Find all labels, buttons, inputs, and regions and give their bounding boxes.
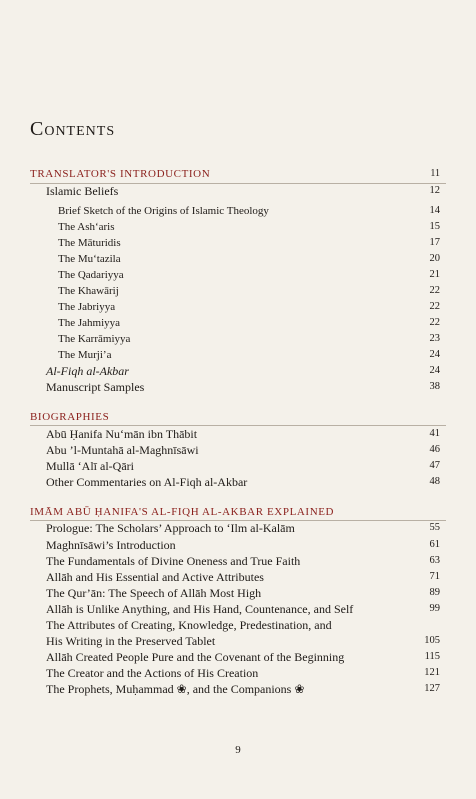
- toc-entry[interactable]: [0, 283, 476, 299]
- toc-entry-page: 21: [429, 269, 440, 280]
- toc-entry-page: 22: [429, 285, 440, 296]
- toc-entry-page: 15: [429, 221, 440, 232]
- toc-entry[interactable]: [0, 183, 476, 199]
- toc-entry-page: 71: [429, 571, 440, 582]
- section-title-al-fiqh-explained[interactable]: [30, 506, 446, 518]
- toc-entry[interactable]: [0, 315, 476, 331]
- toc-entry[interactable]: [0, 665, 476, 681]
- toc-entry[interactable]: [0, 537, 476, 553]
- toc-entry-label: The Jabriyya: [58, 301, 116, 313]
- toc-entry-label: Other Commentaries on Al-Fiqh al-Akbar: [46, 475, 248, 489]
- toc-entry-label: Mullā ‘Alī al-Qāri: [46, 459, 134, 473]
- toc-entry-page: 22: [429, 301, 440, 312]
- toc-entry-page: 89: [429, 587, 440, 598]
- section-title-text: BIOGRAPHIES: [30, 411, 110, 423]
- toc-entry-page: 115: [424, 651, 440, 662]
- toc-entry[interactable]: [0, 442, 476, 458]
- section-title-text: IMĀM ABŪ ḤANIFA'S AL-FIQH AL-AKBAR EXPLAINED: [30, 506, 335, 518]
- toc-entry-label: Al-Fiqh al-Akbar: [46, 364, 129, 378]
- toc-entry-label: The Jahmiyya: [58, 317, 121, 329]
- toc-entry-page: 23: [429, 333, 440, 344]
- section-title-translators-introduction[interactable]: [30, 168, 446, 180]
- toc-entry-page: 55: [429, 522, 440, 533]
- toc-entry-label: The Māturidis: [58, 237, 121, 249]
- toc-entry-page: 12: [429, 185, 440, 196]
- contents-heading: Contents: [30, 118, 116, 140]
- toc-entry-label: The Mu‘tazila: [58, 253, 121, 265]
- toc-entry-label: Allāh is Unlike Anything, and His Hand, Countenance, and Self: [46, 602, 354, 616]
- toc-entry-label: Manuscript Samples: [46, 380, 145, 394]
- toc-entry-page: 61: [429, 539, 440, 550]
- toc-entry-label: His Writing in the Preserved Tablet: [46, 634, 216, 648]
- page-number: 9: [235, 744, 241, 756]
- toc-entry-page: 20: [429, 253, 440, 264]
- toc-entry[interactable]: [0, 331, 476, 347]
- toc-entry-page: 48: [429, 476, 440, 487]
- toc-entry[interactable]: [0, 251, 476, 267]
- toc-entry[interactable]: [0, 379, 476, 395]
- toc-entry-page: 47: [429, 460, 440, 471]
- toc-entry-label: The Creator and the Actions of His Creation: [46, 666, 259, 680]
- toc-entry-label: Allāh Created People Pure and the Covenant of the Beginning: [46, 650, 345, 664]
- toc-entry-page: 121: [424, 667, 440, 678]
- toc-entry-label: Brief Sketch of the Origins of Islamic Theology: [58, 205, 269, 217]
- toc-entry[interactable]: [0, 520, 476, 536]
- toc-entry[interactable]: [0, 649, 476, 665]
- toc-entry-label: The Khawārij: [58, 285, 119, 297]
- toc-entry-page: 24: [429, 365, 440, 376]
- toc-entry[interactable]: [0, 363, 476, 379]
- toc-entry[interactable]: [0, 569, 476, 585]
- toc-entry-label: Islamic Beliefs: [46, 184, 119, 198]
- toc-entry[interactable]: [0, 601, 476, 617]
- toc-entry[interactable]: [0, 458, 476, 474]
- toc-entry[interactable]: [0, 299, 476, 315]
- toc-entry[interactable]: [0, 426, 476, 442]
- toc-entry[interactable]: [0, 219, 476, 235]
- toc-entry-label: Allāh and His Essential and Active Attributes: [46, 570, 264, 584]
- toc-entry-page: 105: [424, 635, 440, 646]
- toc-entry[interactable]: [0, 617, 476, 633]
- toc-entry[interactable]: [0, 267, 476, 283]
- toc-entry-label: The Fundamentals of Divine Oneness and True Faith: [46, 554, 301, 568]
- toc-entry-label: The Prophets, Muḥammad ❀, and the Companions ❀: [46, 682, 305, 696]
- toc-entry-page: 14: [429, 205, 440, 216]
- toc-entry[interactable]: [0, 633, 476, 649]
- toc-entry[interactable]: [0, 553, 476, 569]
- toc-entry-page: 63: [429, 555, 440, 566]
- toc-entry-page: 127: [424, 683, 440, 694]
- section-title-biographies[interactable]: [30, 411, 446, 423]
- toc-entry-label: The Qadariyya: [58, 269, 124, 281]
- toc-entry-label: Maghnīsāwi’s Introduction: [46, 538, 176, 552]
- toc-entry-page: 38: [429, 381, 440, 392]
- toc-entry-page: 99: [429, 603, 440, 614]
- toc-entry-page: 22: [429, 317, 440, 328]
- toc-entry-page: 24: [429, 349, 440, 360]
- toc-entry-page: 46: [429, 444, 440, 455]
- toc-entry-label: The Karrāmiyya: [58, 333, 131, 345]
- toc-entry-page: 41: [429, 428, 440, 439]
- toc-entry[interactable]: [0, 203, 476, 219]
- toc-entry-label: Abū Ḥanifa Nu‘mān ibn Thābit: [46, 427, 198, 441]
- section-page: 11: [430, 168, 440, 179]
- toc-entry-label: The Ash‘aris: [58, 221, 115, 233]
- toc-entry-label: The Attributes of Creating, Knowledge, Predestination, and: [46, 618, 332, 632]
- toc-entry-page: 17: [429, 237, 440, 248]
- toc-entry-label: The Qur’ān: The Speech of Allāh Most High: [46, 586, 262, 600]
- toc-entry[interactable]: [0, 235, 476, 251]
- toc-entry[interactable]: [0, 585, 476, 601]
- toc-entry-label: Prologue: The Scholars’ Approach to ‘Ilm al-Kalām: [46, 521, 295, 535]
- toc-entry-label: The Murji’a: [58, 349, 112, 361]
- toc-entry-label: Abu ’l-Muntahā al-Maghnīsāwi: [46, 443, 199, 457]
- section-title-text: TRANSLATOR'S INTRODUCTION: [30, 168, 211, 180]
- toc-entry[interactable]: [0, 474, 476, 490]
- toc-entry[interactable]: [0, 681, 476, 697]
- toc-entry[interactable]: [0, 347, 476, 363]
